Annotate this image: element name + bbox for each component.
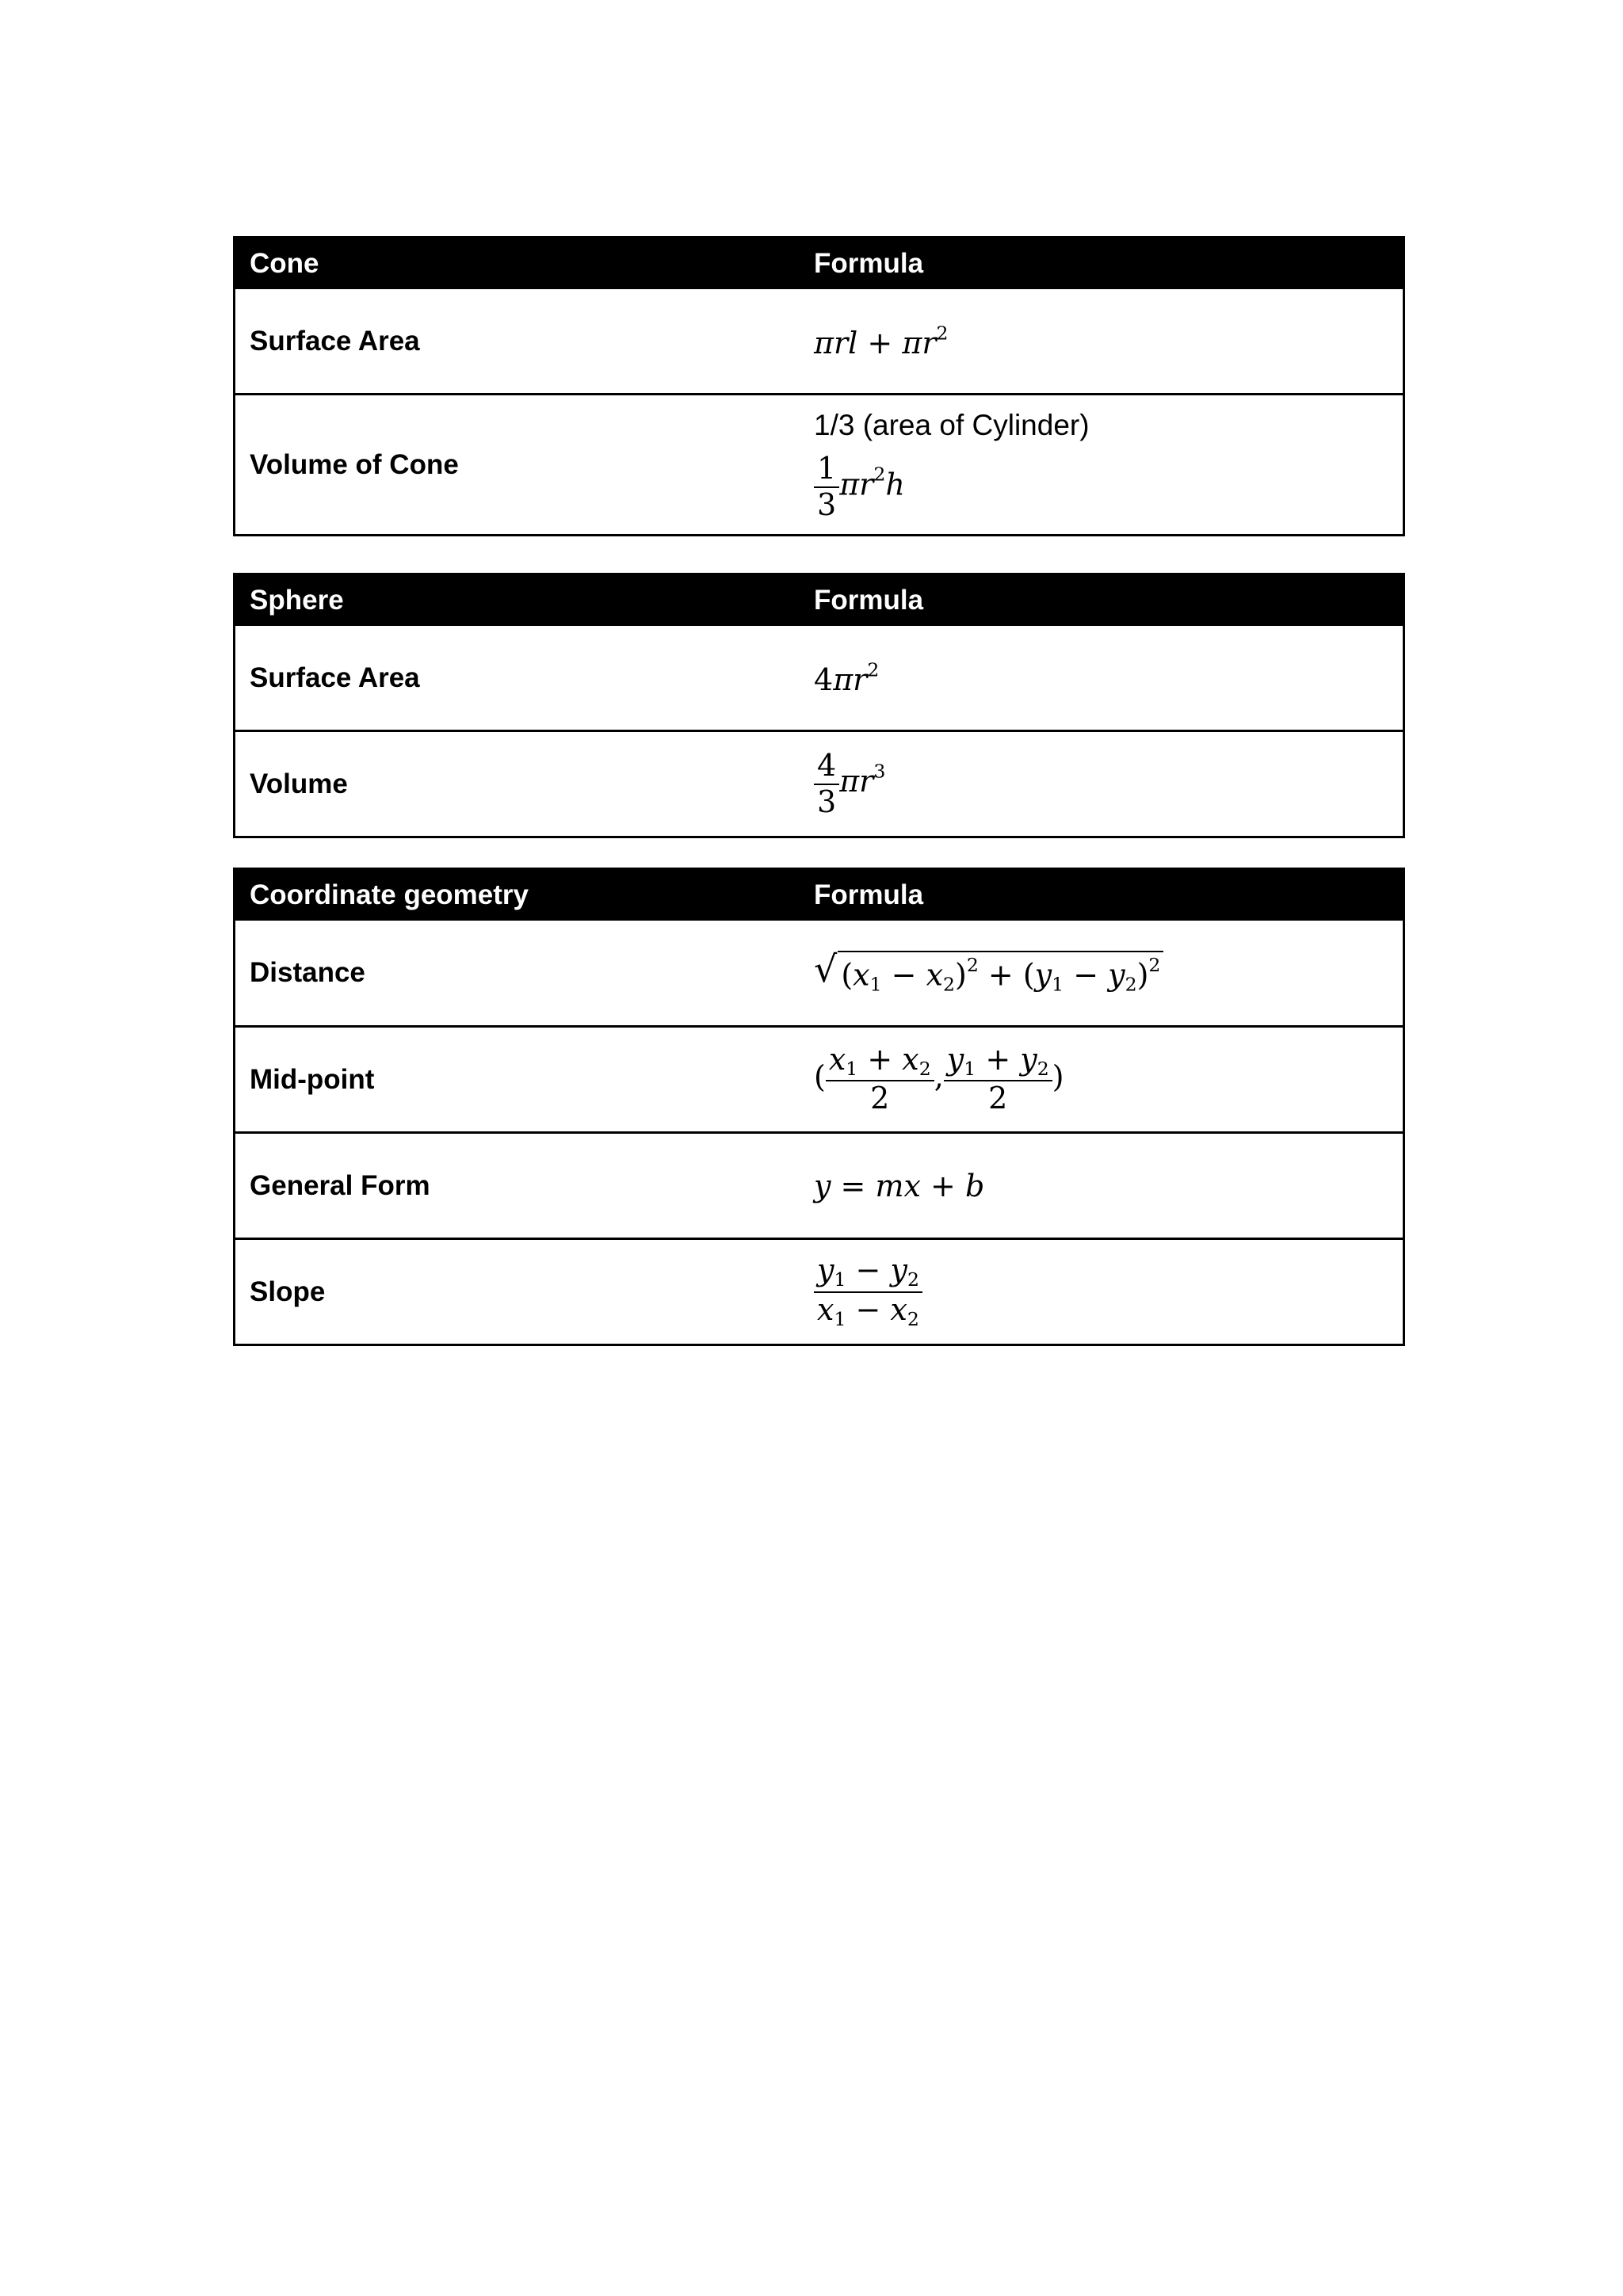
sphere-volume-row bbox=[235, 730, 1403, 836]
cone-header-formula: Formula bbox=[814, 248, 924, 279]
distance-formula: √ $(x_1 - x_2)^2 + (y_1 - y_2)^2$ bbox=[814, 951, 1403, 996]
coordinate-table bbox=[233, 868, 1405, 1346]
sphere-surface-row bbox=[235, 626, 1403, 730]
cone-surface-formula: $\pi rl + \pi r^2$ bbox=[814, 322, 949, 360]
sphere-surface-formula: $4\pi r^2$ bbox=[814, 658, 880, 697]
general-form-label: General Form bbox=[250, 1169, 430, 1201]
coordinate-header-title: Coordinate geometry bbox=[250, 879, 529, 910]
cone-surface-label: Surface Area bbox=[250, 325, 420, 357]
slope-formula: $\frac{y_1 - y_2}{x_1 - x_2}$ bbox=[814, 1255, 1403, 1329]
midpoint-row bbox=[235, 1025, 1403, 1131]
coordinate-header-formula: Formula bbox=[814, 879, 924, 910]
cone-surface-row bbox=[235, 289, 1403, 393]
slope-label: Slope bbox=[250, 1276, 326, 1307]
general-form-row bbox=[235, 1131, 1403, 1238]
distance-label: Distance bbox=[250, 957, 365, 988]
sphere-header-formula: Formula bbox=[814, 585, 924, 616]
distance-row bbox=[235, 921, 1403, 1025]
cone-volume-note: 1/3 (area of Cylinder) bbox=[814, 408, 1090, 441]
sphere-header bbox=[235, 575, 1403, 626]
cone-volume-label: Volume of Cone bbox=[250, 448, 459, 480]
midpoint-formula: ( $\frac{x_1 + x_2}{2}$ , $\frac{y_1 + y_2}{2}$ ) bbox=[814, 1041, 1064, 1116]
sphere-header-title: Sphere bbox=[250, 585, 344, 616]
cone-volume-formula: 1/3 (area of Cylinder) $\frac{1}{3}$ $\pi r^2h$ bbox=[814, 409, 1403, 521]
cone-table bbox=[233, 236, 1405, 536]
coordinate-header bbox=[235, 870, 1403, 921]
sphere-volume-label: Volume bbox=[250, 768, 348, 799]
sphere-table bbox=[233, 573, 1405, 838]
midpoint-label: Mid-point bbox=[250, 1063, 375, 1095]
cone-header bbox=[235, 238, 1403, 289]
cone-header-title: Cone bbox=[250, 248, 319, 279]
sphere-surface-label: Surface Area bbox=[250, 662, 420, 693]
general-form-formula: y = mx + b bbox=[814, 1168, 985, 1203]
sphere-volume-formula: $\frac{4}{3}$ $\pi r^3$ bbox=[814, 750, 1403, 818]
cone-volume-row bbox=[235, 393, 1403, 534]
slope-row bbox=[235, 1238, 1403, 1344]
